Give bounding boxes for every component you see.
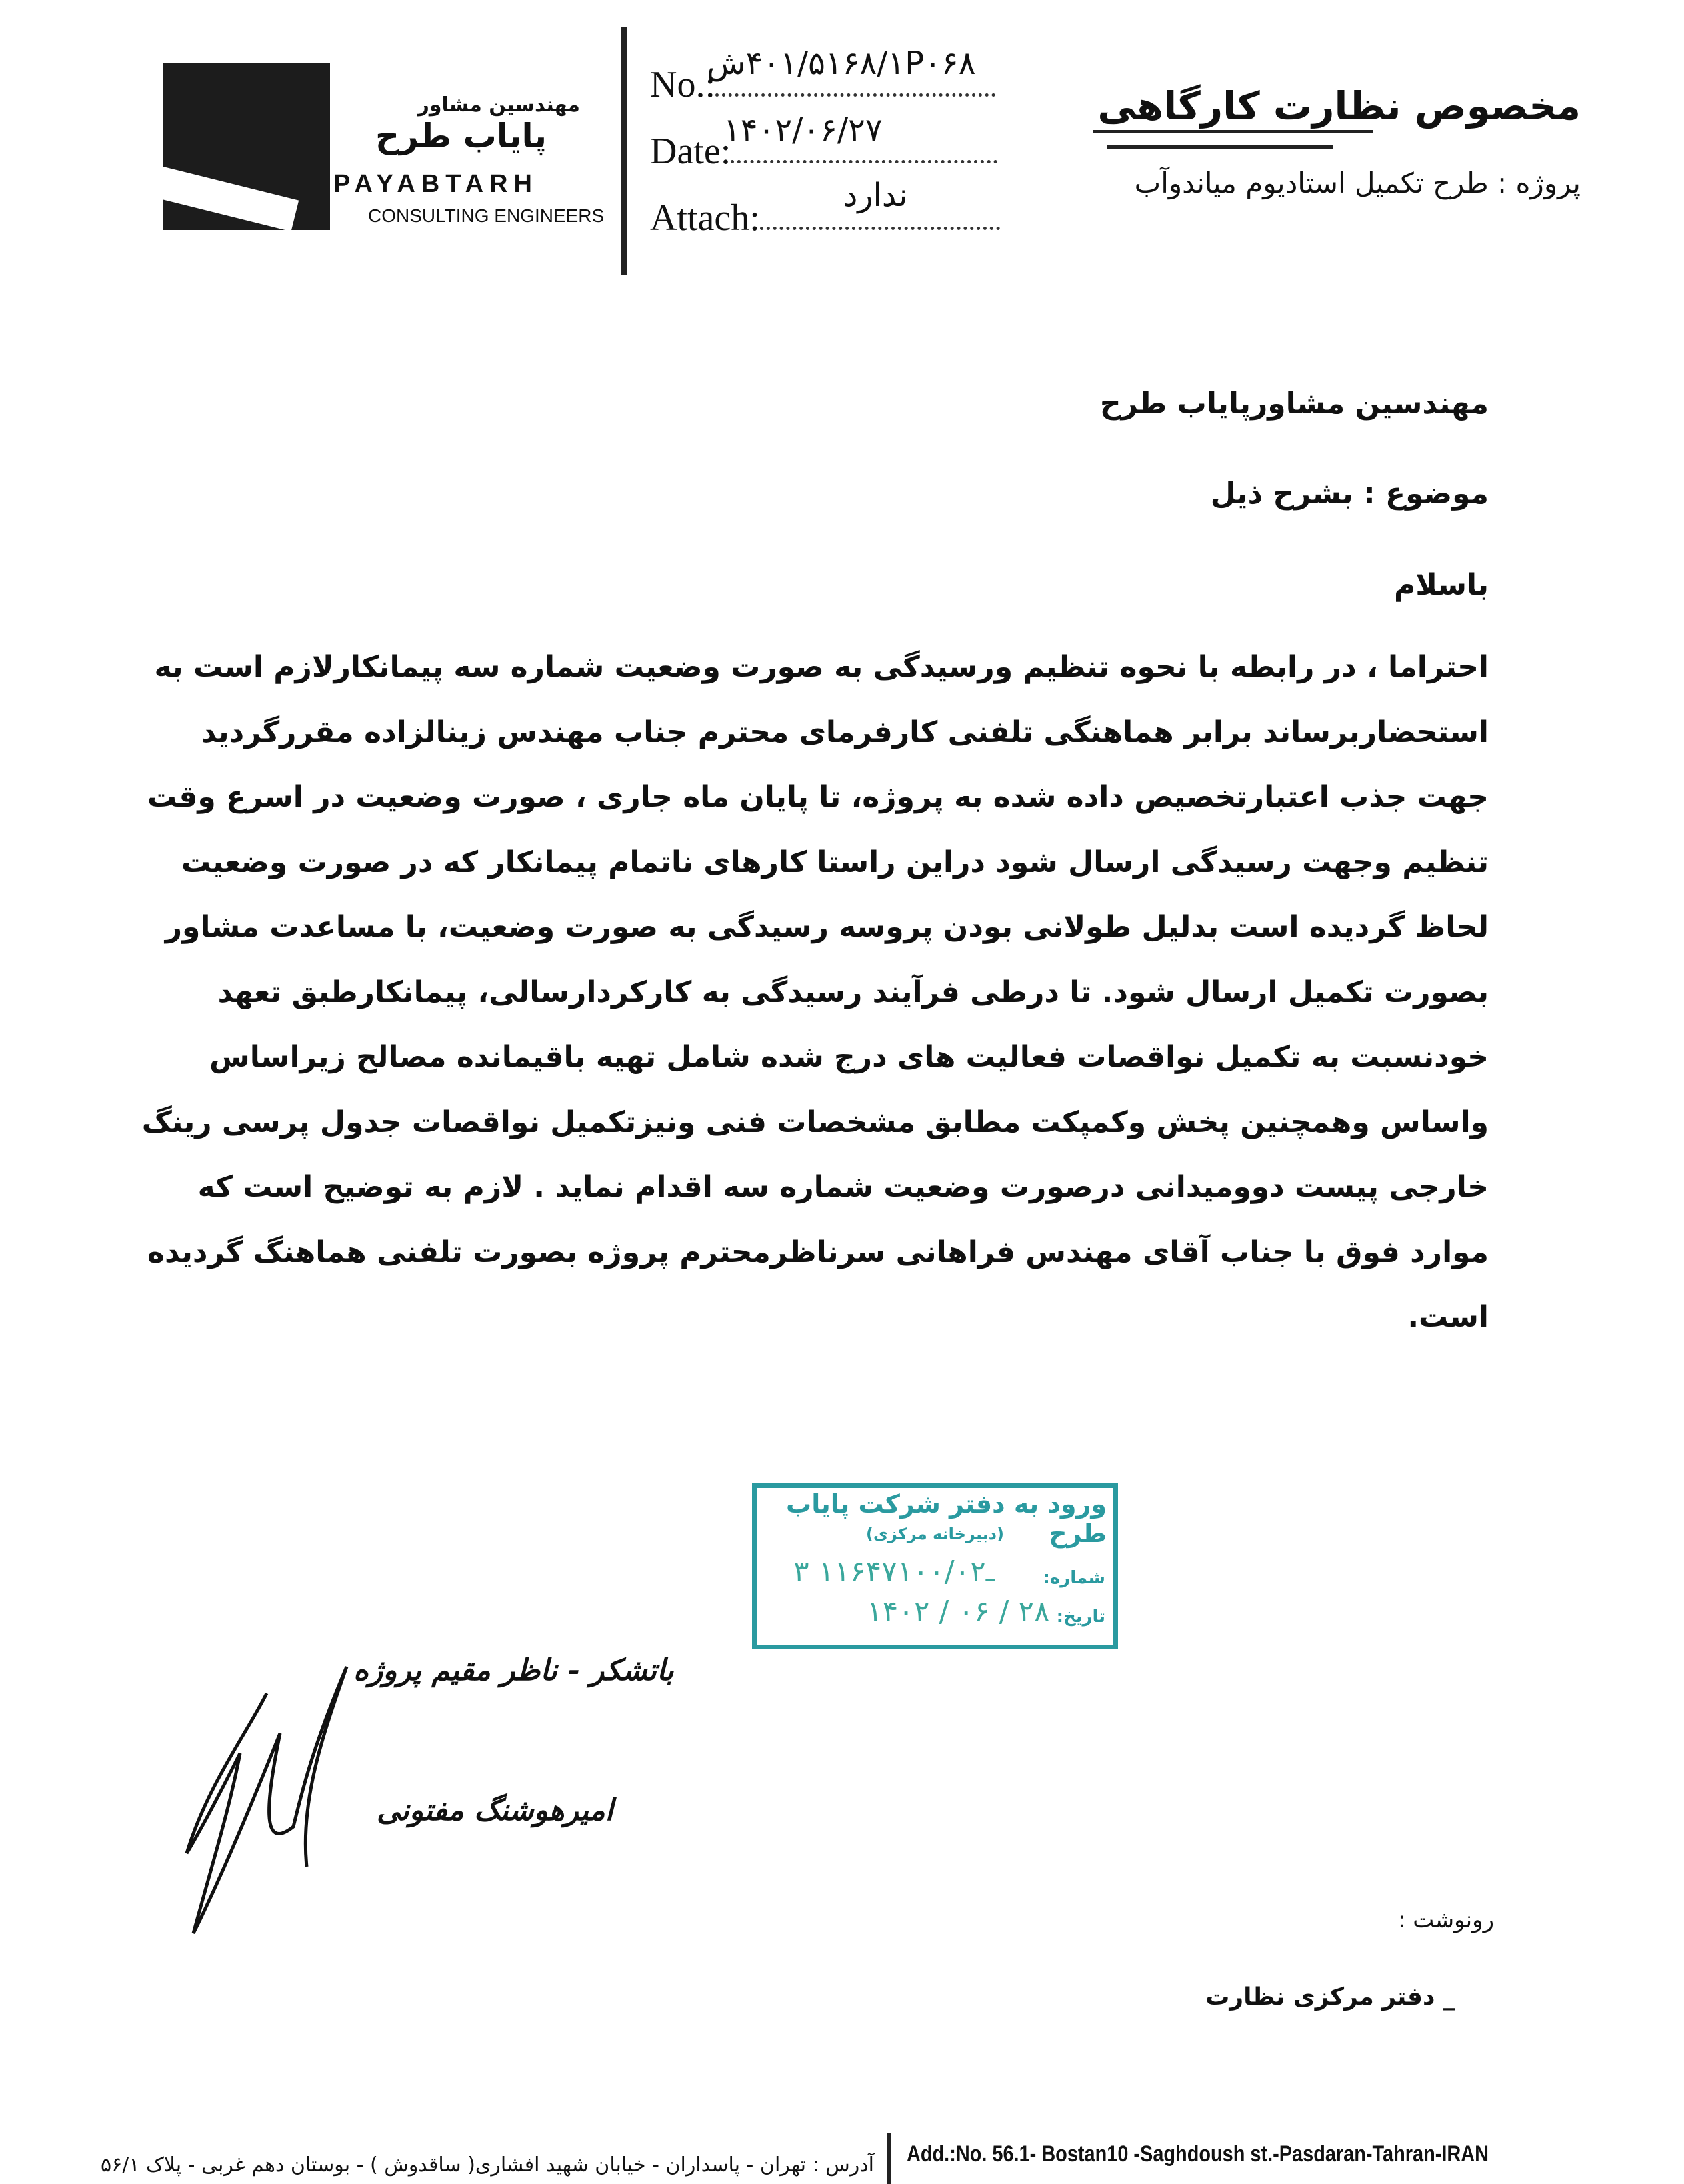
body-line: بصورت تکمیل ارسال شود. تا درطی فرآیند رسیدگی به کارکردارسالی، پیمانکارطبق تعهد bbox=[217, 975, 1489, 1009]
letter-number-field bbox=[650, 45, 995, 106]
logo-stripe bbox=[163, 163, 299, 230]
body-line: واساس وهمچنین پخش وکمپکت مطابق مشخصات فنی ونیزتکمیل نواقصات جدول پرسی رینگ bbox=[141, 1105, 1489, 1139]
signature-title: باتشکر - ناظر مقیم پروژه bbox=[353, 1653, 674, 1687]
stamp-number-label: شماره: bbox=[1043, 1568, 1105, 1588]
logo-en-subtitle: CONSULTING ENGINEERS bbox=[368, 205, 605, 226]
body-line: است. bbox=[1407, 1300, 1489, 1334]
body-line: احتراما ، در رابطه با نحوه تنظیم ورسیدگی به صورت وضعیت شماره سه پیمانکارلازم است به bbox=[154, 650, 1489, 684]
logo-fa-subtitle: مهندسین مشاور bbox=[417, 93, 580, 117]
greeting: باسلام bbox=[1394, 568, 1489, 602]
project-name: پروژه : طرح تکمیل استادیوم میاندوآب bbox=[1134, 167, 1581, 199]
header-divider bbox=[621, 27, 627, 275]
letter-body bbox=[141, 650, 1489, 1365]
body-line: موارد فوق با جناب آقای مهندس فراهانی سرناظرمحترم پروژه بصورت تلفنی هماهنگ گردیده bbox=[147, 1235, 1489, 1269]
no-label: No.: bbox=[650, 64, 715, 105]
subject: موضوع : بشرح ذیل bbox=[1210, 477, 1489, 511]
body-line: استحضاربرساند برابر هماهنگی تلفنی کارفرمای محترم جناب مهندس زینالزاده مقررگردید bbox=[201, 715, 1489, 749]
receipt-stamp bbox=[752, 1483, 1118, 1649]
recipient: مهندسین مشاورپایاب طرح bbox=[1099, 387, 1489, 421]
stamp-number-value: ۳ ۱۱۶۴۷ـ۱۰۰/۰۲ bbox=[793, 1555, 995, 1589]
logo-fa-name: پایاب طرح bbox=[375, 117, 547, 155]
stamp-date-label: تاریخ: bbox=[1056, 1607, 1105, 1627]
handwritten-signature bbox=[167, 1653, 367, 1947]
attach-value: ندارد bbox=[843, 177, 908, 214]
logo-en-name: PAYABTARH bbox=[333, 170, 538, 198]
body-line: لحاظ گردیده است بدلیل طولانی بودن پروسه رسیدگی به صورت وضعیت، با مساعدت مشاور bbox=[165, 910, 1489, 944]
company-logo bbox=[163, 63, 330, 230]
stamp-subtitle: (دبیرخانه مرکزی) bbox=[866, 1525, 1004, 1543]
footer-address-fa: آدرس : تهران - پاسداران - خیابان شهید افشاری( ساقدوش ) - بوستان دهم غربی - پلاک ۵۶/۱ bbox=[101, 2153, 874, 2177]
cc-label: رونوشت : bbox=[1397, 1907, 1494, 1933]
attach-label: Attach: bbox=[650, 197, 760, 239]
date-value: ۱۴۰۲/۰۶/۲۷ bbox=[723, 111, 883, 149]
header-underline bbox=[1107, 145, 1333, 149]
footer-divider bbox=[887, 2133, 891, 2184]
footer-address-en: Add.:No. 56.1- Bostan10 -Saghdoush st.-Pasdaran-Tahran-IRAN bbox=[907, 2141, 1489, 2167]
header-underline bbox=[1093, 130, 1373, 133]
stamp-date-value: ۱۴۰۲ / ۰۶ / ۲۸ bbox=[867, 1595, 1050, 1629]
no-value: ۴۰۱/۵۱۶۸/۱P۰۶۸ش bbox=[707, 45, 976, 82]
header-title: مخصوص نظارت کارگاهی bbox=[1097, 83, 1581, 129]
body-line: تنظیم وجهت رسیدگی ارسال شود دراین راستا کارهای ناتمام پیمانکار که در صورت وضعیت bbox=[181, 845, 1489, 879]
body-line: خودنسبت به تکمیل نواقصات فعالیت های درج شده شامل تهیه باقیمانده مصالح زیراساس bbox=[209, 1040, 1489, 1074]
date-label: Date: bbox=[650, 131, 731, 172]
stamp-title: ورود به دفتر شرکت پایاب طرح bbox=[786, 1489, 1107, 1548]
body-line: جهت جذب اعتبارتخصیص داده شده به پروژه، تا پایان ماه جاری ، صورت وضعیت در اسرع وقت bbox=[147, 780, 1489, 814]
cc-item: _ دفتر مرکزی نظارت bbox=[1205, 1983, 1455, 2011]
signature-name: امیرهوشنگ مفتونی bbox=[377, 1793, 613, 1827]
date-field bbox=[650, 111, 997, 173]
attach-field bbox=[650, 177, 1000, 239]
body-line: خارجی پیست دووميدانی درصورت وضعیت شماره سه اقدام نماید . لازم به توضیح است که bbox=[197, 1170, 1489, 1204]
